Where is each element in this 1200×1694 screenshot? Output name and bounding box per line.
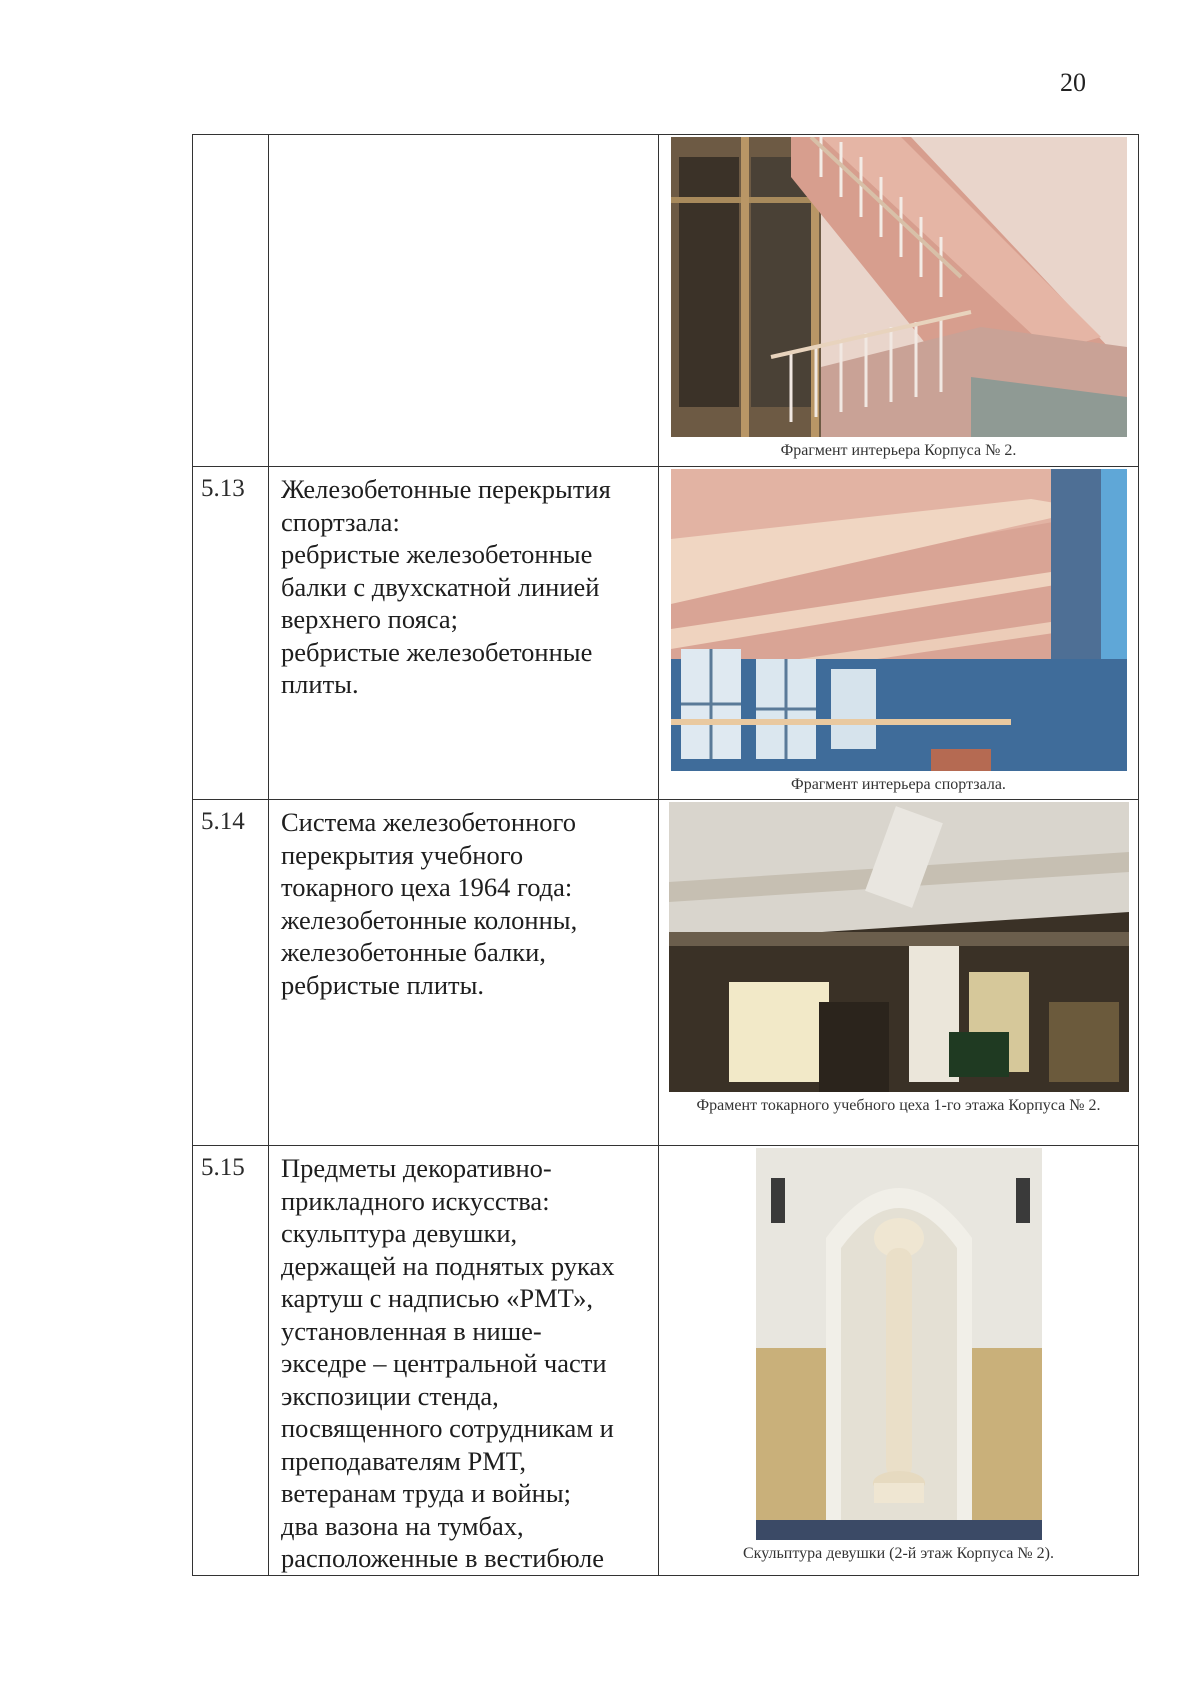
row-description-cell	[269, 800, 659, 1146]
sports-hall-photo	[671, 469, 1127, 771]
row-description: Предметы декоративно- прикладного искусства: скульптура девушки, держащей на поднятых руках картуш с надписью «РМТ», установленная в нише- экседре – центральной части экспозиции стенда, посвященного сотрудникам и преподавателям РМТ, ветеранам труда и войны; два вазона на тумбах, расположенные в вестибюле	[281, 1153, 615, 1573]
row-description: Система железобетонного перекрытия учебного токарного цеха 1964 года: железобетонные колонны, железобетонные балки, ребристые плиты.	[281, 807, 578, 1000]
row-number-cell	[193, 135, 269, 467]
table-row	[193, 1146, 1139, 1576]
row-number-cell	[193, 1146, 269, 1576]
row-number: 5.13	[201, 475, 245, 502]
table-row	[193, 800, 1139, 1146]
turning-workshop-photo	[669, 802, 1129, 1092]
row-photo-cell	[659, 800, 1139, 1146]
row-number-cell	[193, 800, 269, 1146]
row-number: 5.14	[201, 808, 245, 835]
row-description-cell	[269, 1146, 659, 1576]
table-row	[193, 467, 1139, 800]
row-number-cell	[193, 467, 269, 800]
row-description: Железобетонные перекрытия спортзала: ребристые железобетонные балки с двухскатной линией верхнего пояса; ребристые железобетонные плиты.	[281, 474, 611, 699]
row-photo-cell	[659, 1146, 1139, 1576]
row-description-cell	[269, 467, 659, 800]
row-description-cell	[269, 135, 659, 467]
photo-caption: Скульптура девушки (2-й этаж Корпуса № 2).	[742, 1545, 1054, 1562]
staircase-photo	[671, 137, 1127, 437]
photo-caption: Фрамент токарного учебного цеха 1-го этажа Корпуса № 2.	[696, 1097, 1101, 1114]
photo-caption: Фрагмент интерьера спортзала.	[791, 776, 1006, 793]
page-number: 20	[1060, 68, 1086, 97]
row-photo-cell	[659, 135, 1139, 467]
photo-caption: Фрагмент интерьера Корпуса № 2.	[780, 442, 1017, 459]
table-row	[193, 135, 1139, 467]
monument-elements-table	[192, 134, 1139, 1576]
row-number: 5.15	[201, 1154, 245, 1181]
sculpture-photo	[756, 1148, 1042, 1540]
row-photo-cell	[659, 467, 1139, 800]
